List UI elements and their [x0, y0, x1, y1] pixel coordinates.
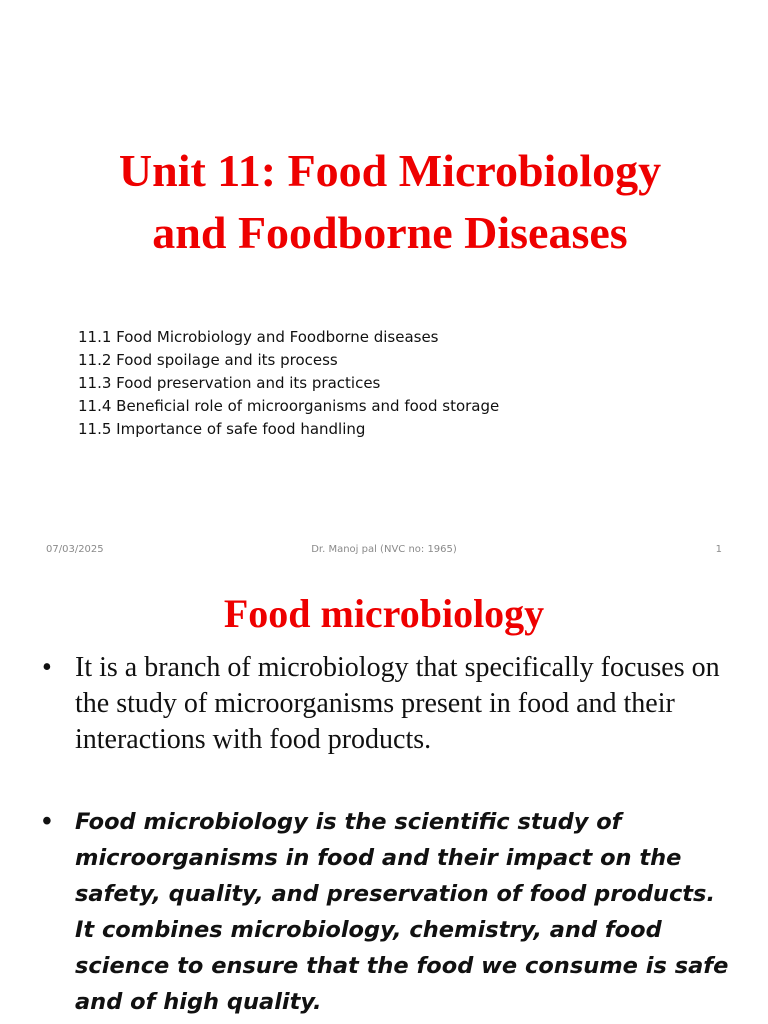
bullet-text: Food microbiology is the scientific study of microorganisms in food and their impact on the safety, quality, and preservation of food products. It combines microbiology, chemistry, and food science to ensure that the food we consume is safe and of high quality. [75, 809, 729, 1015]
bullet-item [40, 650, 740, 758]
bullet-text: It is a branch of microbiology that specifically focuses on the study of microorganisms present in food and their interactions with food products. [75, 652, 720, 755]
topic-item: 11.5 Importance of safe food handling [78, 420, 366, 438]
title-line-2: and Foodborne Diseases [152, 207, 628, 258]
title-line-1: Unit 11: Food Microbiology [118, 145, 662, 196]
bullet-marker: • [42, 806, 52, 837]
footer-date: 07/03/2025 [46, 544, 104, 555]
topic-item: 11.2 Food spoilage and its process [78, 351, 338, 369]
bullet-list [40, 650, 740, 1020]
topic-item: 11.1 Food Microbiology and Foodborne diseases [78, 328, 439, 346]
bullet-marker: • [42, 652, 52, 683]
slide-1-title [40, 140, 740, 264]
slide-2-title: Food microbiology [223, 591, 545, 636]
footer-author: Dr. Manoj pal (NVC no: 1965) [311, 544, 457, 555]
footer-slide-number: 1 [715, 544, 722, 555]
topic-item: 11.3 Food preservation and its practices [78, 374, 381, 392]
topic-list [78, 326, 499, 441]
topic-item: 11.4 Beneficial role of microorganisms and food storage [78, 397, 500, 415]
bullet-item [40, 804, 740, 1020]
slide-2 [0, 576, 768, 1024]
